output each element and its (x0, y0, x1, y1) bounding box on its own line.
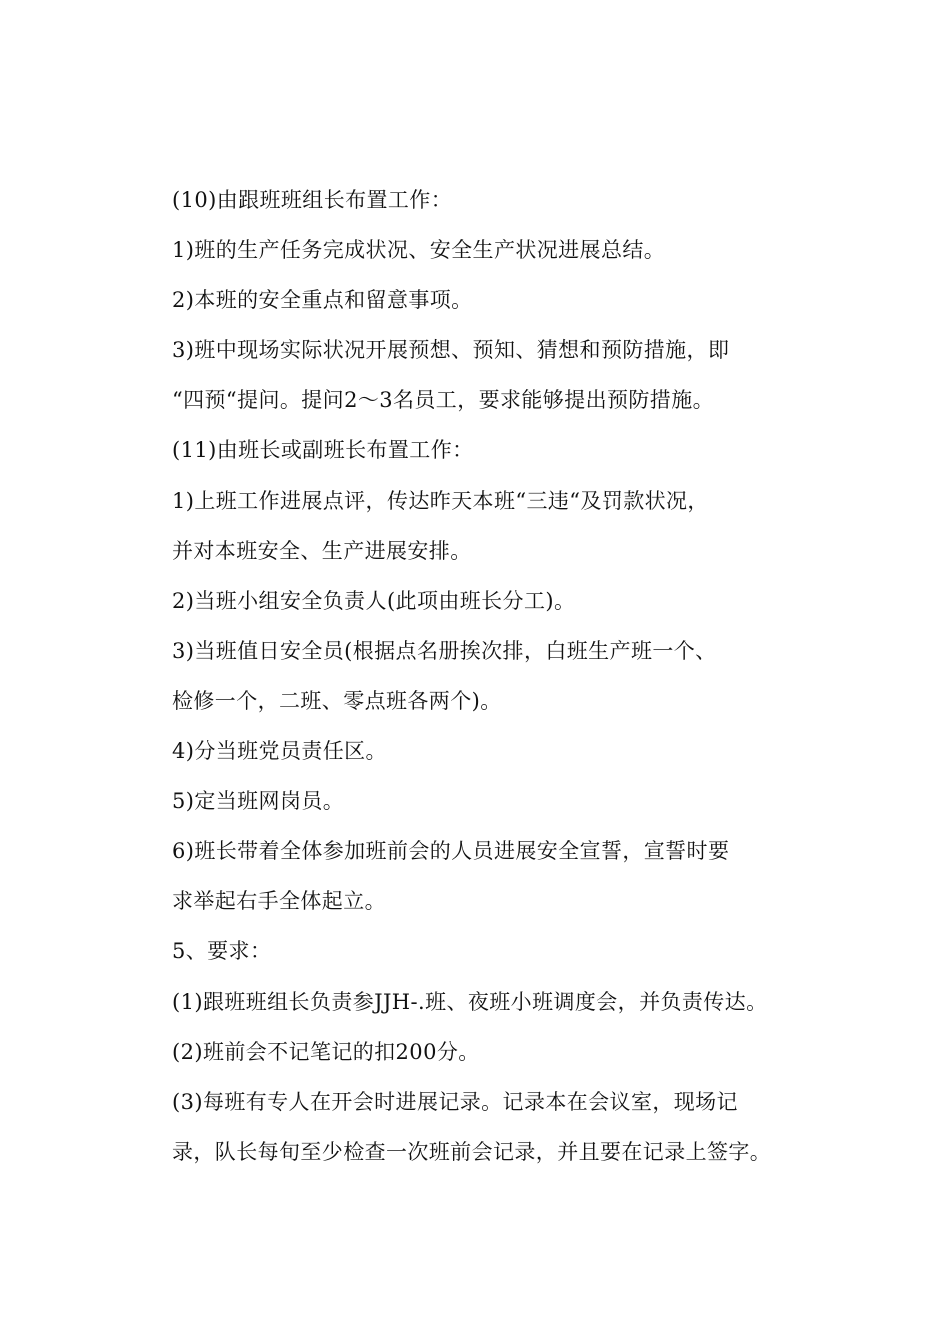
section-heading: (11)由班长或副班长布置工作： (172, 438, 474, 463)
list-item: 5)定当班网岗员。 (172, 789, 345, 814)
list-item: (3)每班有专人在开会时进展记录。记录本在会议室，现场记 (172, 1089, 738, 1114)
list-item-continuation: 检修一个，二班、零点班各两个)。 (172, 688, 502, 713)
list-item: 6)班长带着全体参加班前会的人员进展安全宣誓，宣誓时要 (172, 839, 730, 864)
list-item: 2)本班的安全重点和留意事项。 (172, 288, 473, 313)
list-item-continuation: 录，队长每旬至少检查一次班前会记录，并且要在记录上签字。 (172, 1139, 772, 1164)
list-item: 3)班中现场实际状况开展预想、预知、猜想和预防措施，即 (172, 338, 730, 363)
list-item-continuation: 并对本班安全、生产进展安排。 (172, 538, 472, 563)
list-item: (2)班前会不记笔记的扣200分。 (172, 1039, 480, 1064)
list-item: 1)班的生产任务完成状况、安全生产状况进展总结。 (172, 238, 666, 263)
section-heading: (10)由跟班班组长布置工作： (172, 188, 453, 212)
list-item: 2)当班小组安全负责人(此项由班长分工)。 (172, 588, 576, 613)
section-heading: 5、要求： (172, 939, 272, 964)
list-item: 4)分当班党员责任区。 (172, 739, 387, 764)
list-item: (1)跟班班组长负责参JJH-.班、夜班小班调度会，并负责传达。 (172, 989, 768, 1014)
document-body (172, 188, 872, 1190)
list-item-continuation: “四预“提问。提问2～3名员工，要求能够提出预防措施。 (172, 388, 714, 413)
list-item-continuation: 求举起右手全体起立。 (172, 889, 386, 914)
list-item: 1)上班工作进展点评，传达昨天本班“三违“及罚款状况， (172, 488, 709, 513)
list-item: 3)当班值日安全员(根据点名册挨次排，白班生产班一个、 (172, 638, 717, 663)
